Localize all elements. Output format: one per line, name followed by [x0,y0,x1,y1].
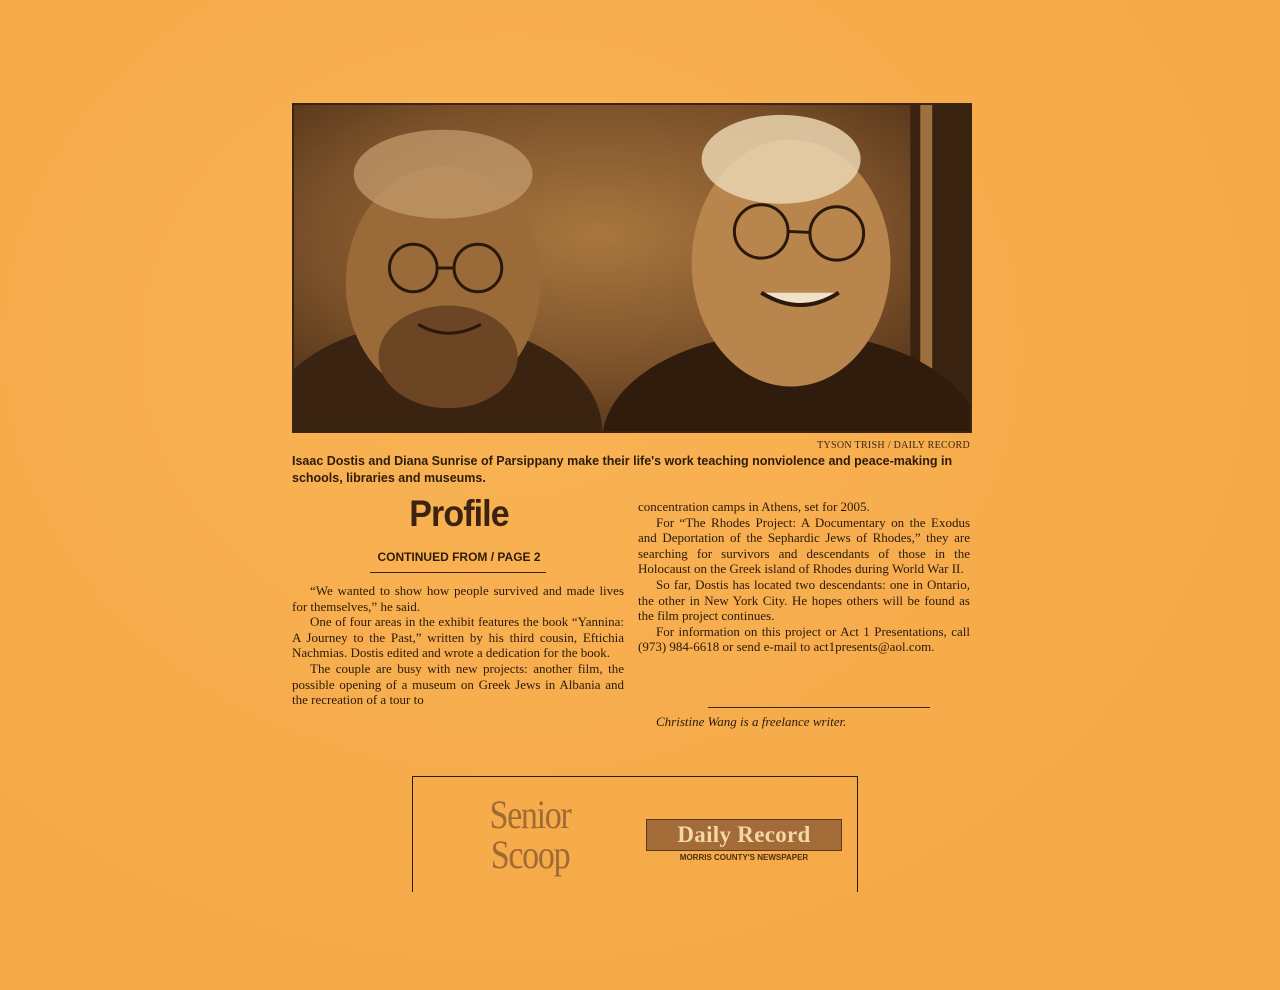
paragraph: For information on this project or Act 1 Presentations, call (973) 984-6618 or send e-mail to act1presents@aol.com. [638,623,970,655]
article-column-2 [638,499,970,655]
paragraph: The couple are busy with new projects: another film, the possible opening of a museum on Greek Jews in Albania and the recreation of a tour to [292,660,624,708]
byline-rule [708,707,930,708]
paragraph: So far, Dostis has located two descendants: one in Ontario, the other in New York City. He hopes others will be found as the film project continues. [638,576,970,624]
daily-record-logo [646,819,842,851]
photo-caption: Isaac Dostis and Diana Sunrise of Parsippany make their life's work teaching nonviolence and peace-making in schools, libraries and museums. [292,454,953,485]
article-column-1 [292,583,624,708]
daily-record-wordmark: Daily Record [677,822,811,847]
paragraph: One of four areas in the exhibit features the book “Yannina: A Journey to the Past,” written by his third cousin, Eftichia Nachmias. Dostis edited and wrote a dedication for the book. [292,614,624,661]
newspaper-photo [292,103,972,433]
photo-credit: TYSON TRISH / DAILY RECORD [817,440,970,451]
paragraph: concentration camps in Athens, set for 2005. [638,499,870,514]
section-title: Profile [409,493,509,534]
photo-portrait-image [294,105,970,431]
byline: Christine Wang is a freelance writer. [656,714,847,729]
senior-scoop-line-2: Scoop [490,832,570,877]
continued-from-label: CONTINUED FROM / PAGE 2 [377,550,541,564]
divider-rule [370,572,546,573]
daily-record-tagline: MORRIS COUNTY'S NEWSPAPER [679,853,809,862]
senior-scoop-logo [479,792,581,877]
senior-scoop-line-1: Senior [489,792,571,837]
paragraph: For “The Rhodes Project: A Documentary on the Exodus and Deportation of the Sephardic Jews of Rhodes,” they are searching for survivors and descendants of those in the Holocaust on the Greek island of Rhodes during World War II. [638,514,970,577]
paragraph: “We wanted to show how people survived and made lives for themselves,” he said. [292,583,624,614]
